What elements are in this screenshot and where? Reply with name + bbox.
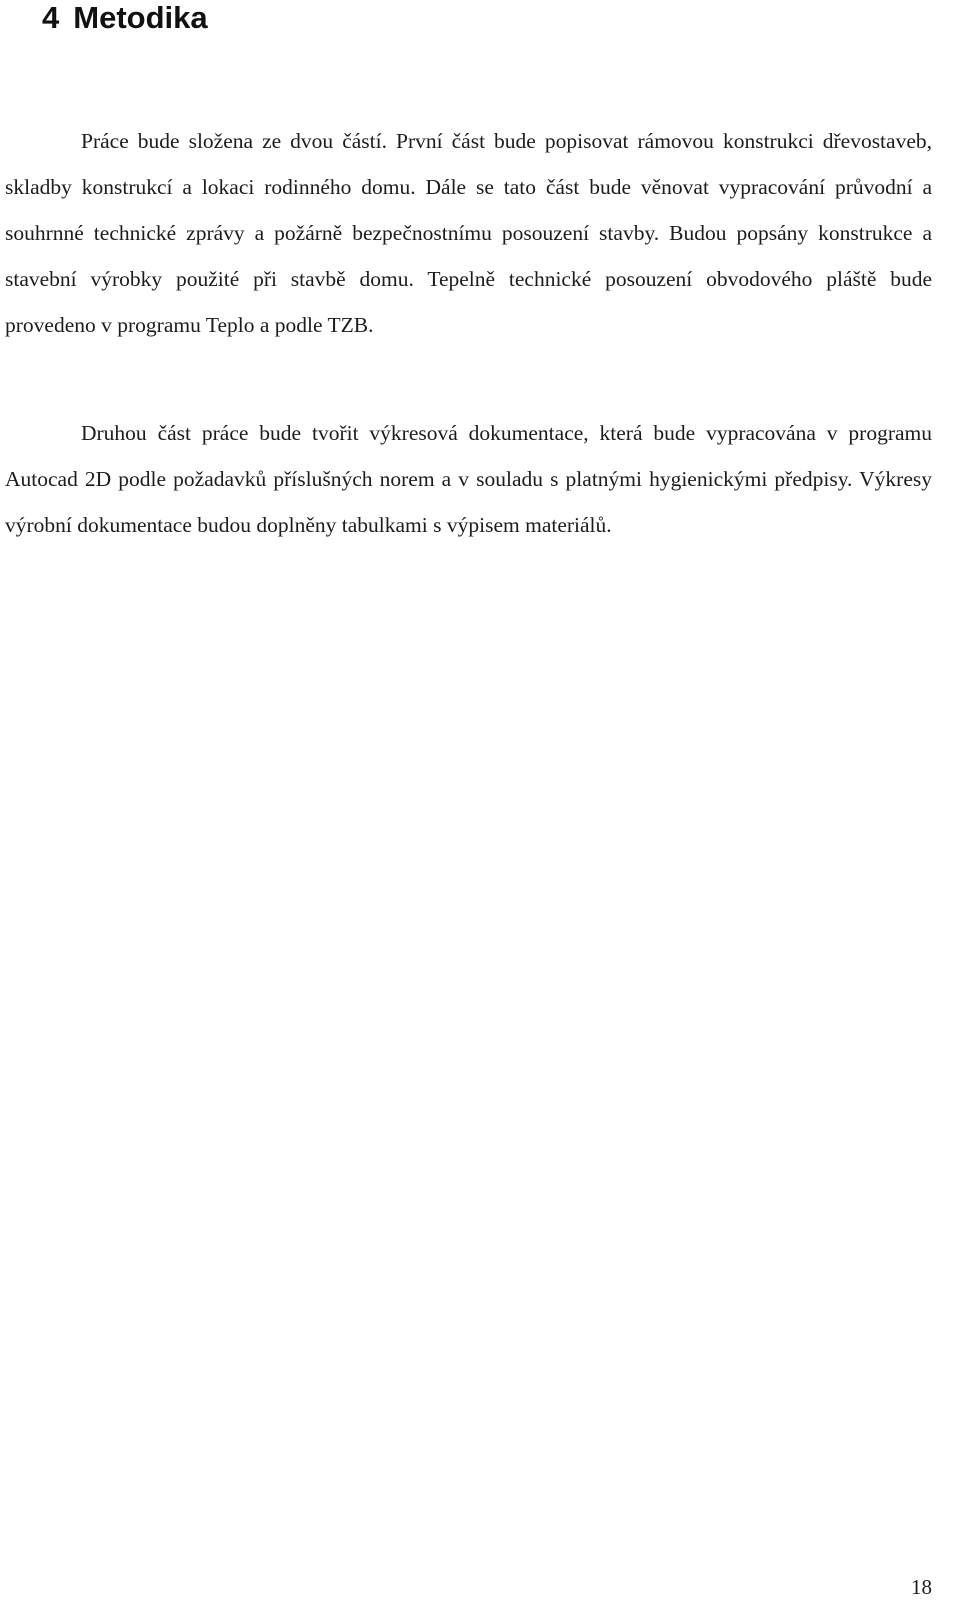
paragraph-1: Práce bude složena ze dvou částí. První část bude popisovat rámovou konstrukci dřevostaveb, skladby konstrukcí a lokaci rodinného domu. Dále se tato část bude věnovat vypracování průvodní a souhrnné technické zprávy a požárně bezpečnostnímu posouzení stavby. Budou popsány konstrukce a stavební výrobky použité při stavbě domu. Tepelně technické posouzení obvodového pláště bude provedeno v programu Teplo a podle TZB. — [5, 129, 932, 337]
chapter-heading — [42, 0, 208, 36]
paragraph-2: Druhou část práce bude tvořit výkresová dokumentace, která bude vypracována v programu Autocad 2D podle požadavků příslušných norem a v souladu s platnými hygienickými předpisy. Výkresy výrobní dokumentace budou doplněny tabulkami s výpisem materiálů. — [5, 421, 932, 537]
page-number: 18 — [911, 1575, 932, 1599]
chapter-title: Metodika — [73, 0, 208, 35]
chapter-number: 4 — [42, 0, 60, 35]
